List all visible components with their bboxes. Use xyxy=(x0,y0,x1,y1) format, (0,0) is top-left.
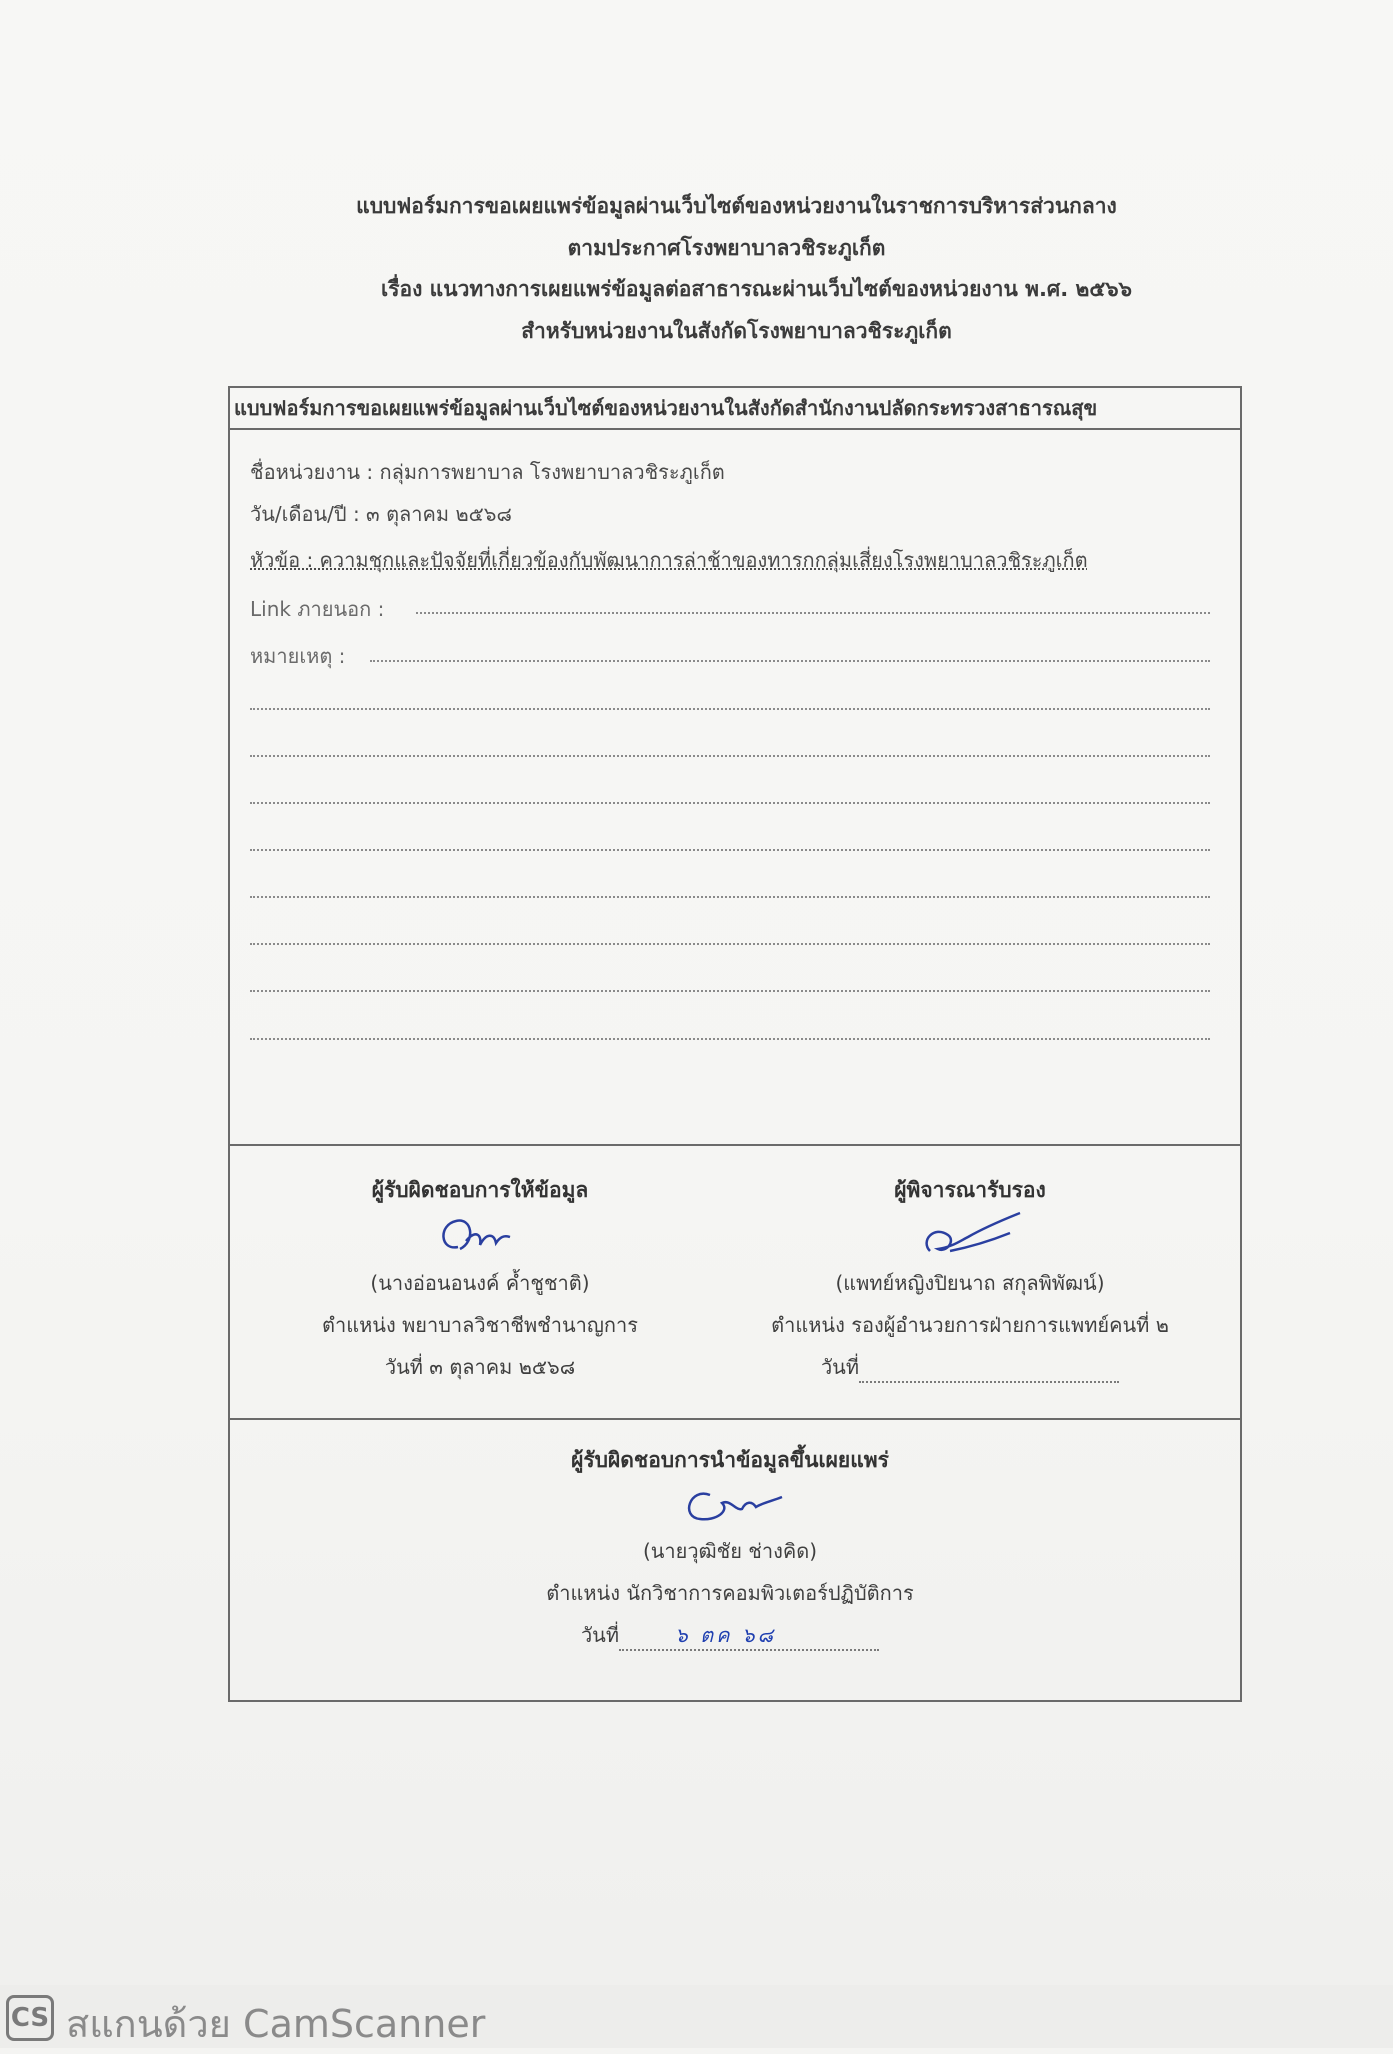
camscanner-footer xyxy=(0,1985,1393,2048)
header-line-3: เรื่อง แนวทางการเผยแพร่ข้อมูลต่อสาธารณะผ่านเว็บไซต์ของหน่วยงาน พ.ศ. ๒๕๖๖ xyxy=(381,277,1132,301)
provider-name: (นางอ่อนอนงค์ ค้ำชูชาติ) xyxy=(370,1271,590,1295)
publisher-date-row xyxy=(430,1619,1030,1651)
approver-signature-block xyxy=(720,1174,1220,1383)
remark-dotted-line xyxy=(250,1038,1210,1040)
remark-dotted-line xyxy=(250,896,1210,898)
publisher-position: ตำแหน่ง นักวิชาการคอมพิวเตอร์ปฏิบัติการ xyxy=(546,1581,914,1605)
provider-role: ผู้รับผิดชอบการให้ข้อมูล xyxy=(371,1178,589,1202)
remark-label: หมายเหตุ : xyxy=(250,644,346,668)
section-divider xyxy=(230,1144,1240,1146)
provider-date: วันที่ ๓ ตุลาคม ๒๕๖๘ xyxy=(384,1355,576,1379)
remark-dotted-line xyxy=(250,755,1210,757)
remark-dotted-line xyxy=(250,802,1210,804)
remark-dotted-line xyxy=(250,943,1210,945)
approver-role: ผู้พิจารณารับรอง xyxy=(894,1178,1046,1202)
publisher-date-handwritten: ๖ ตค ๖๘ xyxy=(675,1623,776,1647)
remark-dotted-line xyxy=(250,990,1210,992)
approver-signature-icon xyxy=(890,1211,1050,1257)
header-line-1: แบบฟอร์มการขอเผยแพร่ข้อมูลผ่านเว็บไซต์ของหน่วยงานในราชการบริหารส่วนกลาง xyxy=(356,194,1117,218)
date-field: วัน/เดือน/ปี : ๓ ตุลาคม ๒๕๖๘ xyxy=(250,502,512,526)
remark-dotted-line xyxy=(370,660,1210,662)
publisher-role: ผู้รับผิดชอบการนำข้อมูลขึ้นเผยแพร่ xyxy=(571,1448,889,1472)
unit-field: ชื่อหน่วยงาน : กลุ่มการพยาบาล โรงพยาบาลวชิระภูเก็ต xyxy=(250,460,725,484)
publisher-name: (นายวุฒิชัย ช่างคิด) xyxy=(642,1539,818,1563)
form-box xyxy=(228,386,1242,1702)
topic-field: หัวข้อ : ความชุกและปัจจัยที่เกี่ยวข้องกับพัฒนาการล่าช้าของทารกกลุ่มเสี่ยงโรงพยาบาลวชิระภูเก็ต xyxy=(250,548,1088,572)
camscanner-logo: CS xyxy=(6,1995,54,2041)
link-label: Link ภายนอก : xyxy=(250,597,385,621)
publisher-date-dotted-line xyxy=(619,1623,879,1651)
header-line-4: สำหรับหน่วยงานในสังกัดโรงพยาบาลวชิระภูเก็ต xyxy=(521,319,952,343)
approver-date-dotted-line xyxy=(859,1363,1119,1383)
publisher-date-label: วันที่ xyxy=(580,1623,620,1647)
link-dotted-line xyxy=(416,612,1210,614)
provider-signature-block xyxy=(270,1174,690,1383)
camscanner-text: สแกนด้วย CamScanner xyxy=(66,2002,486,2046)
provider-position: ตำแหน่ง พยาบาลวิชาชีพชำนาญการ xyxy=(321,1313,639,1337)
publisher-signature-icon xyxy=(660,1481,800,1525)
approver-name: (แพทย์หญิงปิยนาถ สกุลพิพัฒน์) xyxy=(835,1271,1105,1295)
provider-signature-icon xyxy=(420,1211,540,1257)
form-title: แบบฟอร์มการขอเผยแพร่ข้อมูลผ่านเว็บไซต์ของหน่วยงานในสังกัดสำนักงานปลัดกระทรวงสาธารณสุข xyxy=(230,388,1240,430)
section-divider xyxy=(230,1418,1240,1420)
approver-date-label: วันที่ xyxy=(820,1355,860,1379)
publisher-signature-block xyxy=(430,1444,1030,1651)
header-line-2: ตามประกาศโรงพยาบาลวชิระภูเก็ต xyxy=(567,236,886,260)
approver-position: ตำแหน่ง รองผู้อำนวยการฝ่ายการแพทย์คนที่ ๒ xyxy=(771,1313,1169,1337)
remark-dotted-line xyxy=(250,708,1210,710)
remark-dotted-line xyxy=(250,849,1210,851)
approver-date-row xyxy=(720,1351,1220,1383)
